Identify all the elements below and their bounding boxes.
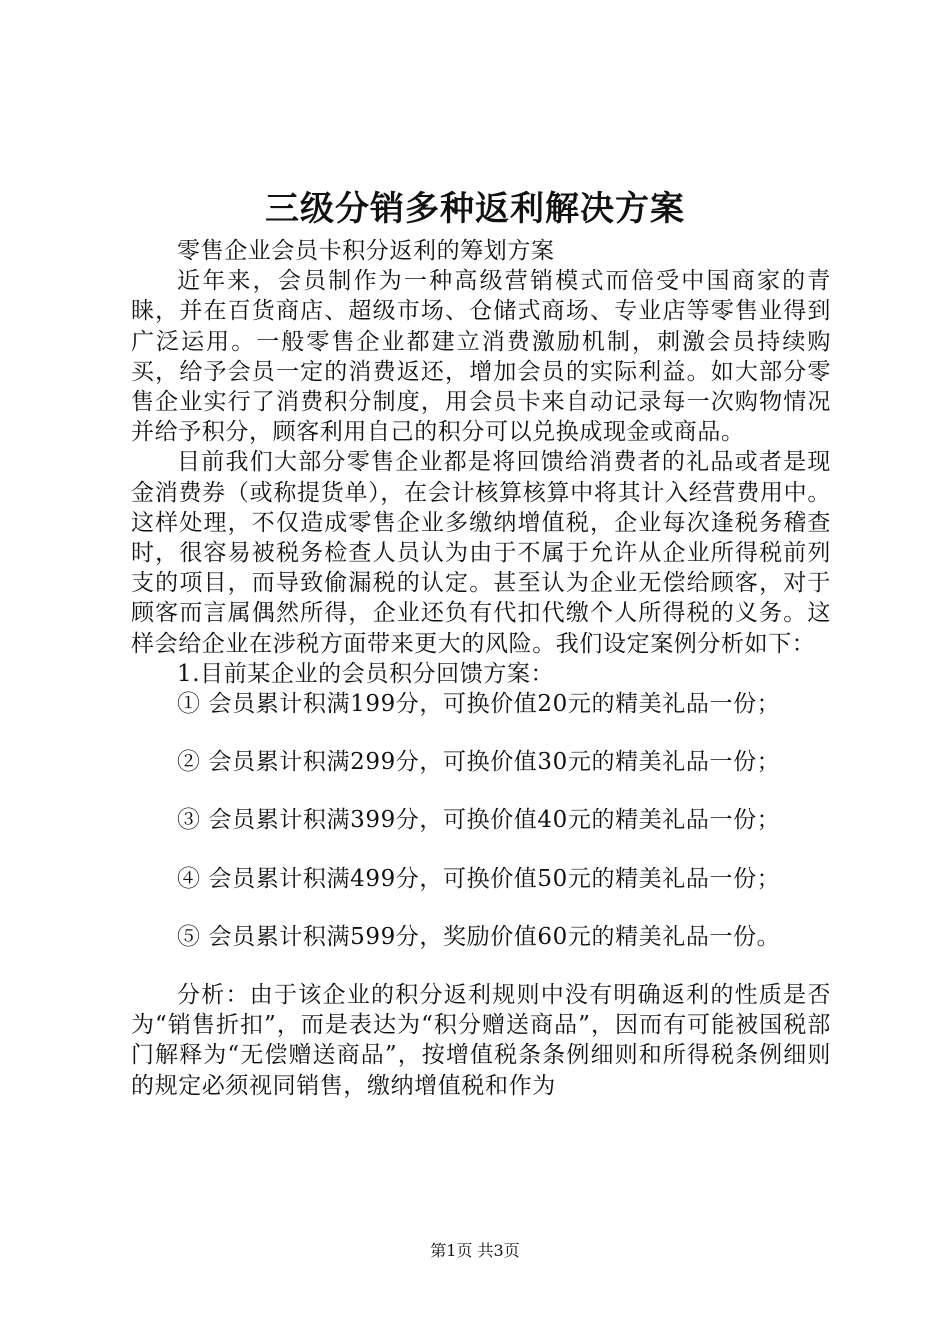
document-subtitle: 零售企业会员卡积分返利的筹划方案 (177, 238, 555, 264)
paragraph-intro: 近年来，会员制作为一种高级营销模式而倍受中国商家的青睐，并在百货商店、超级市场、仓储式商场、专业店等零售业得到广泛运用。一般零售企业都建立消费激励机制，刺激会员持续购买，给予会员一定的消费返还，增加会员的实际利益。如大部分零售企业实行了消费积分制度，用会员卡来自动记录每一次购物情况并给予积分，顾客利用自己的积分可以兑换成现金或商品。 (131, 268, 831, 446)
document-body (131, 236, 831, 1101)
list-item: ⑤ 会员累计积满599分，奖励价值60元的精美礼品一份。 (177, 923, 781, 950)
paragraph-analysis: 分析：由于该企业的积分返利规则中没有明确返利的性质是否为“销售折扣”，而是表达为“积分赠送商品”，因而有可能被国税部门解释为“无偿赠送商品”，按增值税条条例细则和所得税条例细则的规定必须视同销售，缴纳增值税和作为 (131, 982, 831, 1099)
list-heading: 1.目前某企业的会员积分回馈方案： (177, 660, 555, 687)
list-item: ④ 会员累计积满499分，可换价值50元的精美礼品一份； (177, 865, 781, 892)
list-item: ① 会员累计积满199分，可换价值20元的精美礼品一份； (177, 691, 781, 718)
list-item: ② 会员累计积满299分，可换价值30元的精美礼品一份； (177, 749, 781, 776)
paragraph-current-practice: 目前我们大部分零售企业都是将回馈给消费者的礼品或者是现金消费券（或称提货单），在会计核算核算中将其计入经营费用中。这样处理，不仅造成零售企业多缴纳增值税，企业每次逢税务稽查时，很容易被税务检查人员认为由于不属于允许从企业所得税前列支的项目，而导致偷漏税的认定。甚至认为企业无偿给顾客，对于顾客而言属偶然所得，企业还负有代扣代缴个人所得税的义务。这样会给企业在涉税方面带来更大的风险。我们设定案例分析如下： (131, 449, 831, 657)
document-title: 三级分销多种返利解决方案 (265, 189, 685, 229)
page-footer: 第1页 共3页 (430, 1241, 520, 1260)
list-item: ③ 会员累计积满399分，可换价值40元的精美礼品一份； (177, 807, 781, 834)
